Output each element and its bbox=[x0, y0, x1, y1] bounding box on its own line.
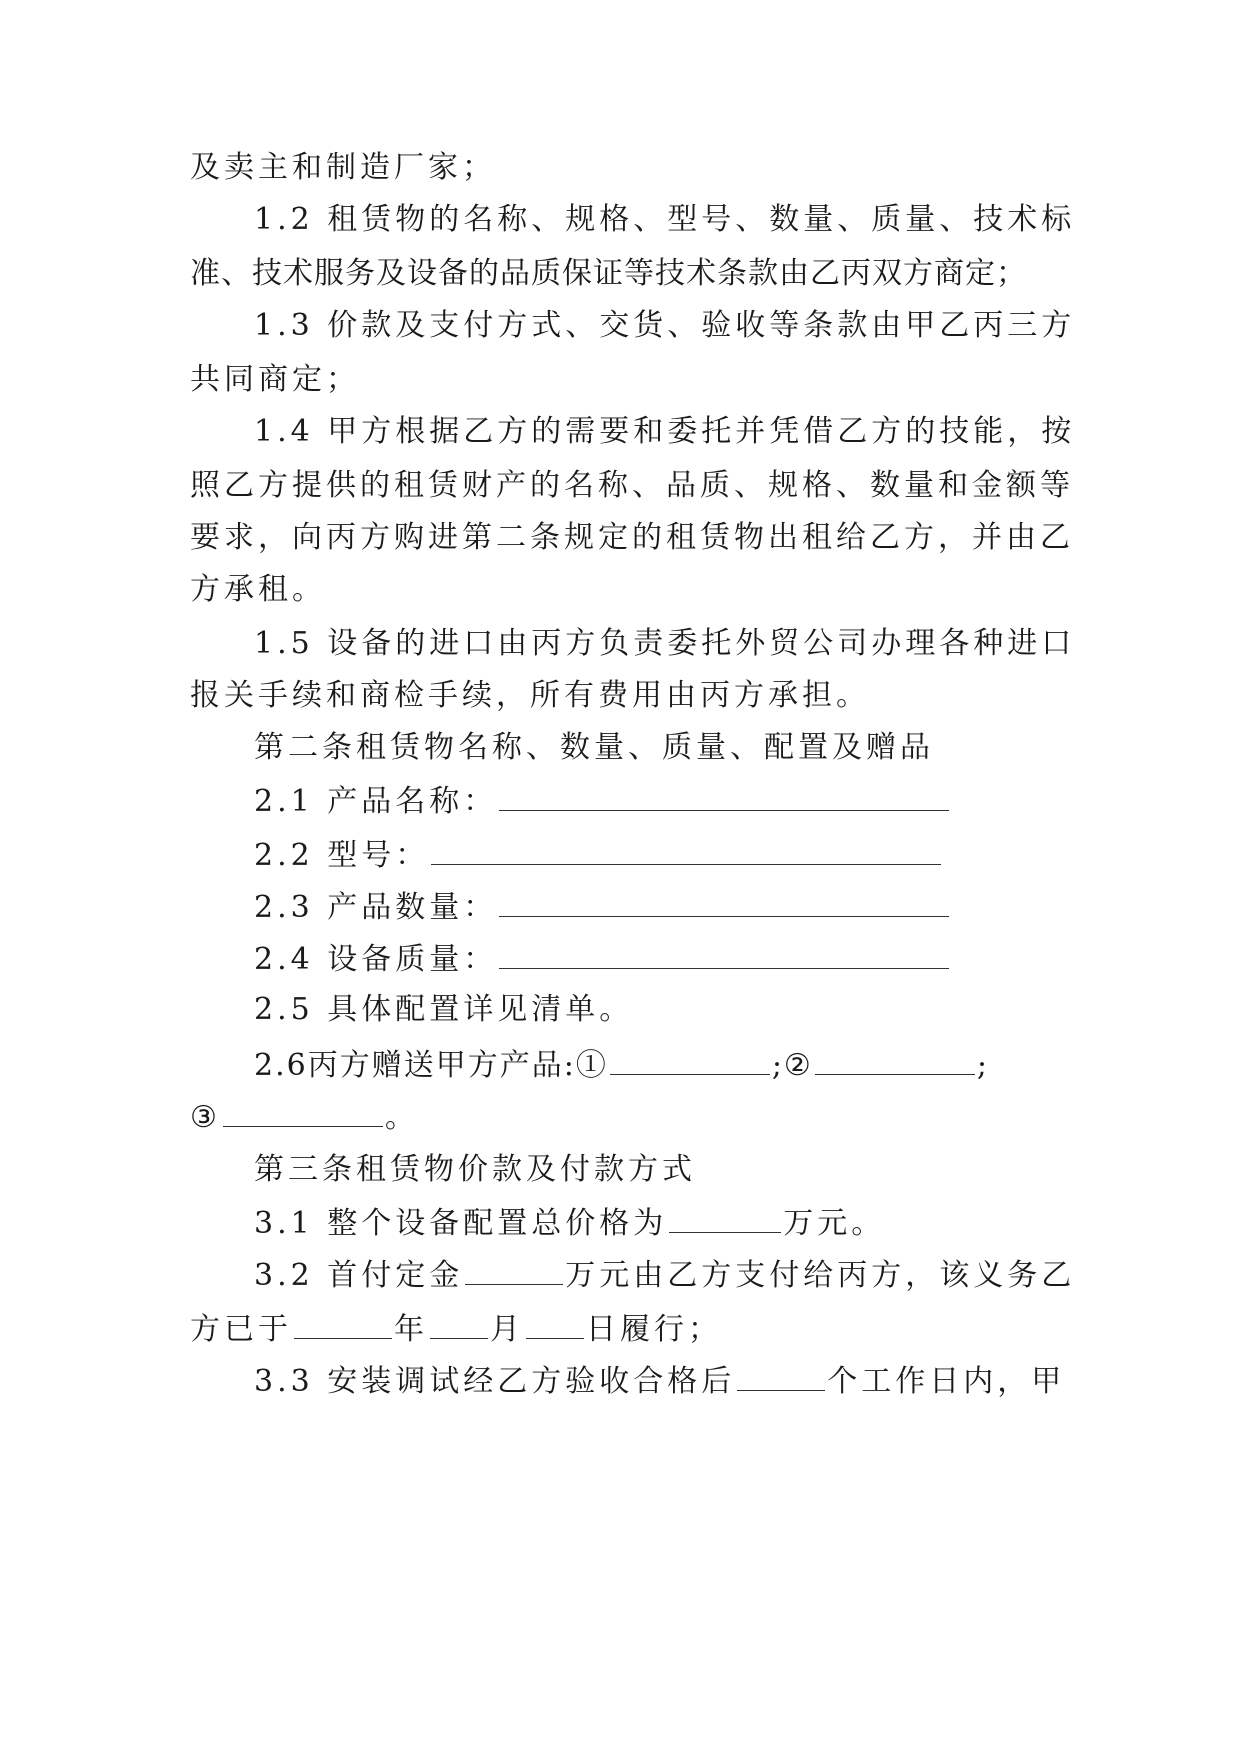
field-2-4-quality bbox=[254, 938, 1114, 980]
clause-1-4-line-2: 照乙方提供的租赁财产的名称、品质、规格、数量和金额等 bbox=[190, 468, 1074, 503]
field-label: 3.2 首付定金 bbox=[254, 1258, 464, 1293]
clause-1-5-line-1: 1.5 设备的进口由丙方负责委托外贸公司办理各种进口 bbox=[254, 626, 1076, 661]
clause-2-5: 2.5 具体配置详见清单。 bbox=[254, 992, 634, 1027]
year-blank[interactable] bbox=[294, 1308, 392, 1339]
fill-in-blank[interactable] bbox=[465, 1254, 563, 1285]
day-blank[interactable] bbox=[526, 1308, 584, 1339]
field-label: 2.1 产品名称： bbox=[254, 784, 498, 819]
clause-1-4-line-3: 要求，向丙方购进第二条规定的租赁物出租给乙方，并由乙 bbox=[190, 520, 1074, 555]
clause-text: 万元由乙方支付给丙方，该义务乙 bbox=[565, 1258, 1076, 1293]
article-2-heading: 第二条租赁物名称、数量、质量、配置及赠品 bbox=[254, 730, 934, 765]
month-label: 月 bbox=[490, 1312, 524, 1347]
circled-number-1: ① bbox=[575, 1048, 608, 1083]
year-label: 年 bbox=[394, 1312, 428, 1347]
separator: ; bbox=[976, 1048, 989, 1083]
period: 。 bbox=[384, 1100, 419, 1135]
fill-in-blank[interactable] bbox=[499, 780, 949, 811]
clause-2-6-line-2 bbox=[190, 1096, 1050, 1138]
article-3-heading: 第三条租赁物价款及付款方式 bbox=[254, 1152, 696, 1187]
fill-in-blank[interactable] bbox=[815, 1044, 975, 1075]
fill-in-blank[interactable] bbox=[610, 1044, 770, 1075]
clause-1-4-line-4: 方承租。 bbox=[190, 572, 326, 607]
circled-number-3: ③ bbox=[190, 1100, 221, 1135]
fill-in-blank[interactable] bbox=[223, 1096, 383, 1127]
field-2-2-model bbox=[254, 834, 1114, 876]
clause-3-3-line-1 bbox=[254, 1360, 1114, 1402]
clause-1-2-line-1: 1.2 租赁物的名称、规格、型号、数量、质量、技术标 bbox=[254, 202, 1076, 237]
clause-3-2-line-1 bbox=[254, 1254, 1114, 1296]
clause-3-1 bbox=[254, 1202, 1114, 1244]
clause-1-5-line-2: 报关手续和商检手续，所有费用由丙方承担。 bbox=[190, 678, 870, 713]
clause-3-2-line-2 bbox=[190, 1308, 1050, 1350]
field-label: 2.3 产品数量： bbox=[254, 890, 498, 925]
clause-text: 日履行； bbox=[586, 1312, 722, 1347]
clause-2-6-line-1 bbox=[254, 1044, 1114, 1086]
field-label: 3.3 安装调试经乙方验收合格后 bbox=[254, 1364, 736, 1399]
clause-text: 个工作日内，甲 bbox=[827, 1364, 1066, 1399]
field-2-3-quantity bbox=[254, 886, 1114, 928]
fill-in-blank[interactable] bbox=[499, 886, 949, 917]
clause-1-2-line-2: 准、技术服务及设备的品质保证等技术条款由乙丙双方商定； bbox=[190, 256, 1027, 291]
fill-in-blank[interactable] bbox=[431, 834, 941, 865]
circled-number-2: ;② bbox=[771, 1048, 813, 1083]
clause-text: 方已于 bbox=[190, 1312, 292, 1347]
field-label: 2.4 设备质量： bbox=[254, 942, 498, 977]
field-label: 2.2 型号： bbox=[254, 838, 430, 873]
fill-in-blank[interactable] bbox=[737, 1360, 825, 1391]
clause-1-4-line-1: 1.4 甲方根据乙方的需要和委托并凭借乙方的技能，按 bbox=[254, 414, 1076, 449]
clause-1-3-line-1: 1.3 价款及支付方式、交货、验收等条款由甲乙丙三方 bbox=[254, 308, 1076, 343]
fill-in-blank[interactable] bbox=[669, 1202, 781, 1233]
field-label: 2.6丙方赠送甲方产品: bbox=[254, 1048, 576, 1083]
unit-text: 万元。 bbox=[783, 1206, 886, 1241]
fill-in-blank[interactable] bbox=[499, 938, 949, 969]
clause-1-3-line-2: 共同商定； bbox=[190, 362, 360, 397]
field-label: 3.1 整个设备配置总价格为 bbox=[254, 1206, 668, 1241]
paragraph-line: 及卖主和制造厂家； bbox=[190, 150, 496, 185]
field-2-1-product-name bbox=[254, 780, 1114, 822]
month-blank[interactable] bbox=[430, 1308, 488, 1339]
